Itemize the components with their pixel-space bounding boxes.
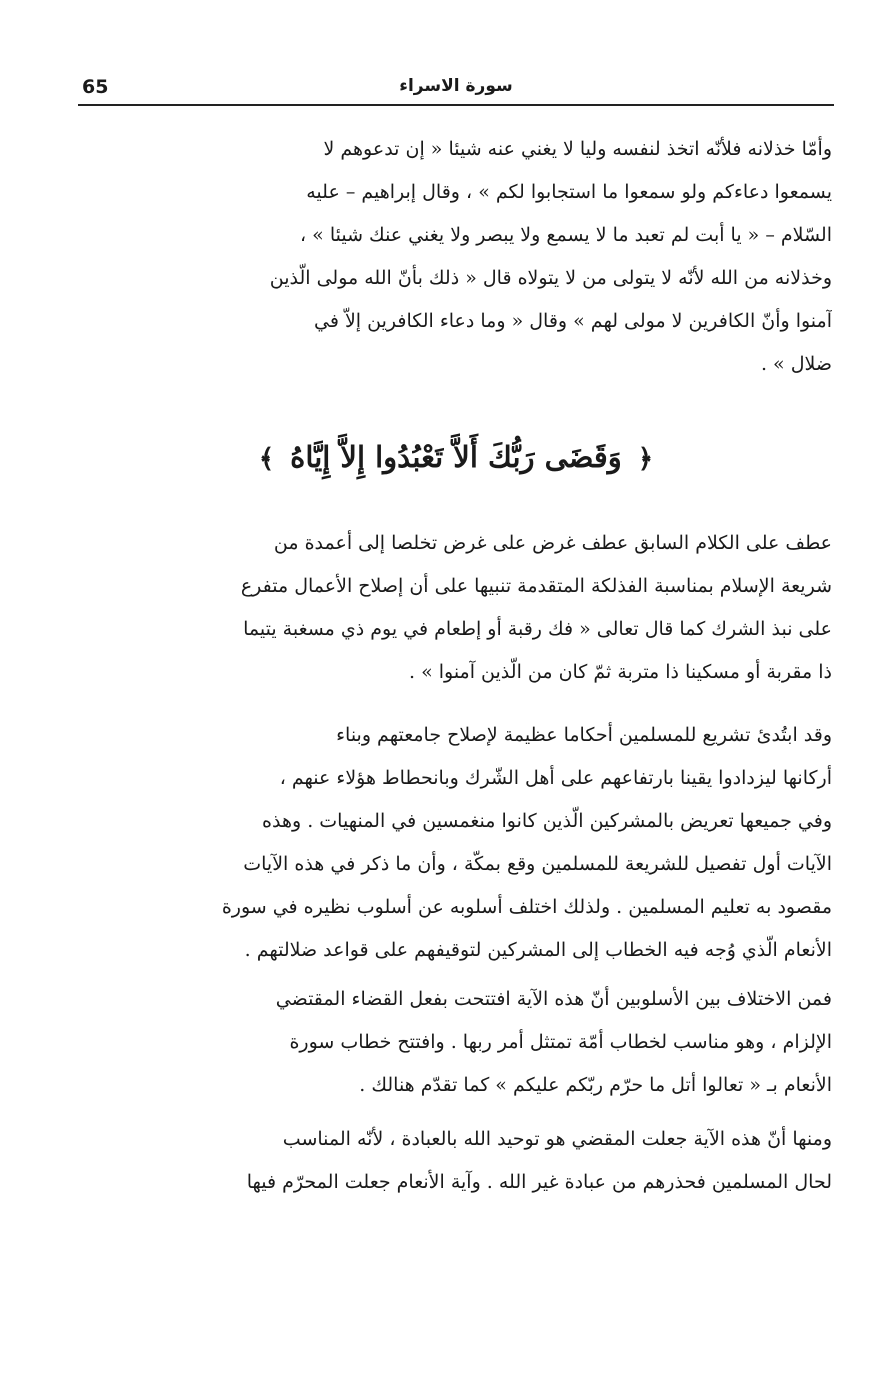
text-line: وفي جميعها تعريض بالمشركين الّذين كانوا منغمسين في المنهيات . وهذه [262, 810, 832, 832]
page-header [78, 72, 834, 104]
text-line: الأنعام بـ « تعالوا أتل ما حرّم ربّكم عليكم » كما تقدّم هنالك . [359, 1074, 832, 1096]
paragraph-3 [80, 714, 832, 972]
text-line: فمن الاختلاف بين الأسلوبين أنّ هذه الآية افتتحت بفعل القضاء المقتضي [275, 988, 832, 1010]
text-line: ضلال » . [760, 353, 832, 375]
text-line: وقد ابتُدئ تشريع للمسلمين أحكاما عظيمة لإصلاح جامعتهم وبناء [336, 724, 832, 746]
verse-heading [80, 432, 832, 484]
header-rule [78, 104, 834, 106]
verse-open-bracket: ﴿ [637, 444, 654, 474]
text-line: عطف على الكلام السابق عطف غرض على غرض تخلصا إلى أعمدة من [273, 532, 832, 554]
text-line: وخذلانه من الله لأنّه لا يتولى من لا يتولاه قال « ذلك بأنّ الله مولى الّذين [269, 267, 832, 289]
text-line: آمنوا وأنّ الكافرين لا مولى لهم » وقال « وما دعاء الكافرين إلاّ في [314, 310, 832, 332]
text-line: الإلزام ، وهو مناسب لخطاب أمّة تمتثل أمر ربها . وافتتح خطاب سورة [289, 1031, 832, 1053]
running-head: سورة الاسراء [399, 76, 513, 96]
text-line: أركانها ليزدادوا يقينا بارتفاعهم على أهل الشّرك وبانحطاط هؤلاء عنهم ، [279, 767, 832, 789]
paragraph-4 [80, 978, 832, 1107]
text-line: الآيات أول تفصيل للشريعة للمسلمين وقع بمكّة ، وأن ما ذكر في هذه الآيات [243, 853, 832, 875]
text-line: مقصود به تعليم المسلمين . ولذلك اختلف أسلوبه عن أسلوب نظيره في سورة [221, 896, 832, 918]
verse-text: وَقَضَى رَبُّكَ أَلاَّ تَعْبُدُوا إِلاَّ إِيَّاهُ [290, 440, 622, 474]
text-line: ذا مقربة أو مسكينا ذا متربة ثمّ كان من الّذين آمنوا » . [408, 661, 832, 683]
text-line: يسمعوا دعاءكم ولو سمعوا ما استجابوا لكم » ، وقال إبراهيم – عليه [306, 181, 832, 203]
text-line: شريعة الإسلام بمناسبة الفذلكة المتقدمة تنبيها على أن إصلاح الأعمال متفرع [240, 575, 832, 597]
paragraph-2 [80, 522, 832, 694]
verse-close-bracket: ﴾ [258, 444, 275, 474]
text-line: لحال المسلمين فحذرهم من عبادة غير الله . وآية الأنعام جعلت المحرّم فيها [246, 1171, 832, 1193]
paragraph-5 [80, 1118, 832, 1204]
text-line: وأمّا خذلانه فلأنّه اتخذ لنفسه وليا لا يغني عنه شيئا « إن تدعوهم لا [323, 138, 832, 160]
text-line: ومنها أنّ هذه الآية جعلت المقضي هو توحيد الله بالعبادة ، لأنّه المناسب [282, 1128, 832, 1150]
page-number: 65 [82, 76, 109, 98]
paragraph-1 [80, 128, 832, 386]
text-line: السّلام – « يا أبت لم تعبد ما لا يسمع ولا يبصر ولا يغني عنك شيئا » ، [300, 224, 832, 246]
text-line: الأنعام الّذي وُجه فيه الخطاب إلى المشركين لتوقيفهم على قواعد ضلالتهم . [244, 939, 832, 961]
text-line: على نبذ الشرك كما قال تعالى « فك رقبة أو إطعام في يوم ذي مسغبة يتيما [243, 618, 832, 640]
